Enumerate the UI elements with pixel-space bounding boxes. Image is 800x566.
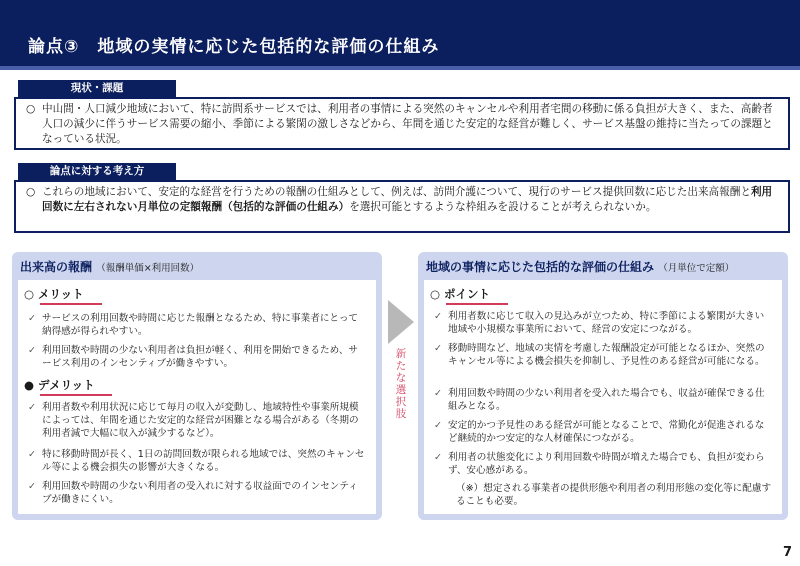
bullet-circle: ○ xyxy=(26,103,36,115)
check-icon: ✓ xyxy=(434,311,442,322)
right-panel-body xyxy=(424,280,782,514)
left-panel xyxy=(12,252,382,520)
left-title-text: 出来高の報酬 xyxy=(20,260,93,274)
arrow-right-icon xyxy=(388,300,414,344)
approach-box xyxy=(14,180,790,233)
bullet-circle: ○ xyxy=(26,186,36,198)
merit-title: ○ メリット xyxy=(24,287,84,301)
list-item: ✓ 利用回数や時間の少ない利用者を受入れた場合でも、収益が確保できる仕組みとなる。 xyxy=(434,388,765,412)
list-item: ✓ 安定的かつ予見性のある経営が可能となることで、常勤化が促進されるなど継続的かつ安定的な人材確保につながる。 xyxy=(434,420,765,444)
page-number: 7 xyxy=(782,545,792,560)
approach-text-bold: 利用回数に左右されない月単位の定額報酬（包括的な評価の仕組み） xyxy=(42,186,773,213)
left-subtitle: （報酬単価×利用回数） xyxy=(96,263,200,274)
check-icon: ✓ xyxy=(28,449,36,460)
status-label: 現状・課題 xyxy=(18,80,176,97)
approach-label: 論点に対する考え方 xyxy=(18,163,176,180)
right-panel-title xyxy=(426,258,734,275)
new-option-label: 新たな選択肢 xyxy=(395,348,407,420)
right-subtitle: （月単位で定額） xyxy=(658,263,735,274)
check-icon: ✓ xyxy=(28,313,36,324)
list-item: ✓ サービスの利用回数や時間に応じた報酬となるため、特に事業者にとって納得感が得られやすい。 xyxy=(28,313,359,337)
title-banner xyxy=(0,0,800,70)
check-icon: ✓ xyxy=(434,420,442,431)
approach-text-post: を選択可能とするような枠組みを設けることが考えられないか。 xyxy=(349,201,657,213)
right-panel xyxy=(418,252,788,520)
right-title-text: 地域の事情に応じた包括的な評価の仕組み xyxy=(426,260,655,274)
list-item: ✓ 利用回数や時間の少ない利用者の受入れに対する収益面でのインセンティブが働きにくい。 xyxy=(28,481,358,505)
check-icon: ✓ xyxy=(28,481,36,492)
list-item: ✓ 利用者数や利用状況に応じて毎月の収入が変動し、地域特性や事業所規模によっては、年間を通じた安定的な経営が困難となる場合がある（冬期の利用者減で大幅に収入が減少するなど）。 xyxy=(28,402,359,439)
approach-text-pre: これらの地域において、安定的な経営を行うための報酬の仕組みとして、例えば、訪問介護について、現行のサービス提供回数に応じた出来高報酬と xyxy=(42,186,751,198)
status-text: 中山間・人口減少地域において、特に訪問系サービスでは、利用者の事情による突然のキャンセルや利用者宅間の移動に係る負担が大きく、また、高齢者人口の減少に伴うサービス需要の縮小、季節による繁閑の激しさなどから、年間を通じた安定的な経営が難しく、サービス基盤の維持に当たっての課題となっている状況。 xyxy=(42,103,773,145)
list-item: ✓ 利用者の状態変化により利用回数や時間が増えた場合でも、負担が変わらず、安心感がある。 xyxy=(434,452,765,476)
status-box xyxy=(14,97,790,150)
footnote: （※）想定される事業者の提供形態や利用者の利用形態の変化等に配慮することも必要。 xyxy=(456,483,772,507)
left-panel-title xyxy=(20,258,199,275)
check-icon: ✓ xyxy=(28,402,36,413)
demerit-underline xyxy=(40,394,112,396)
point-title: ○ ポイント xyxy=(430,287,491,301)
list-item: ✓ 利用者数に応じて収入の見込みが立つため、特に季節による繁閑が大きい地域や小規模な事業所において、経営の安定につながる。 xyxy=(434,311,765,335)
point-underline xyxy=(446,303,508,305)
list-item: ✓ 特に移動時間が長く、1日の訪問回数が限られる地域では、突然のキャンセル等による機会損失の影響が大きくなる。 xyxy=(28,449,365,473)
check-icon: ✓ xyxy=(434,343,442,354)
list-item: ✓ 利用回数や時間の少ない利用者は負担が軽く、利用を開始できるため、サービス利用のインセンティブが働きやすい。 xyxy=(28,345,359,369)
check-icon: ✓ xyxy=(434,452,442,463)
merit-underline xyxy=(40,303,102,305)
check-icon: ✓ xyxy=(434,388,442,399)
demerit-title: ● デメリット xyxy=(24,378,95,392)
left-panel-body xyxy=(18,280,376,514)
check-icon: ✓ xyxy=(28,345,36,356)
list-item: ✓ 移動時間など、地域の実情を考慮した報酬設定が可能となるほか、突然のキャンセル等による機会損失を抑制し、予見性のある経営が可能になる。 xyxy=(434,343,765,367)
banner-divider xyxy=(0,66,800,70)
page-title: 論点③ 地域の実情に応じた包括的な評価の仕組み xyxy=(28,37,440,57)
